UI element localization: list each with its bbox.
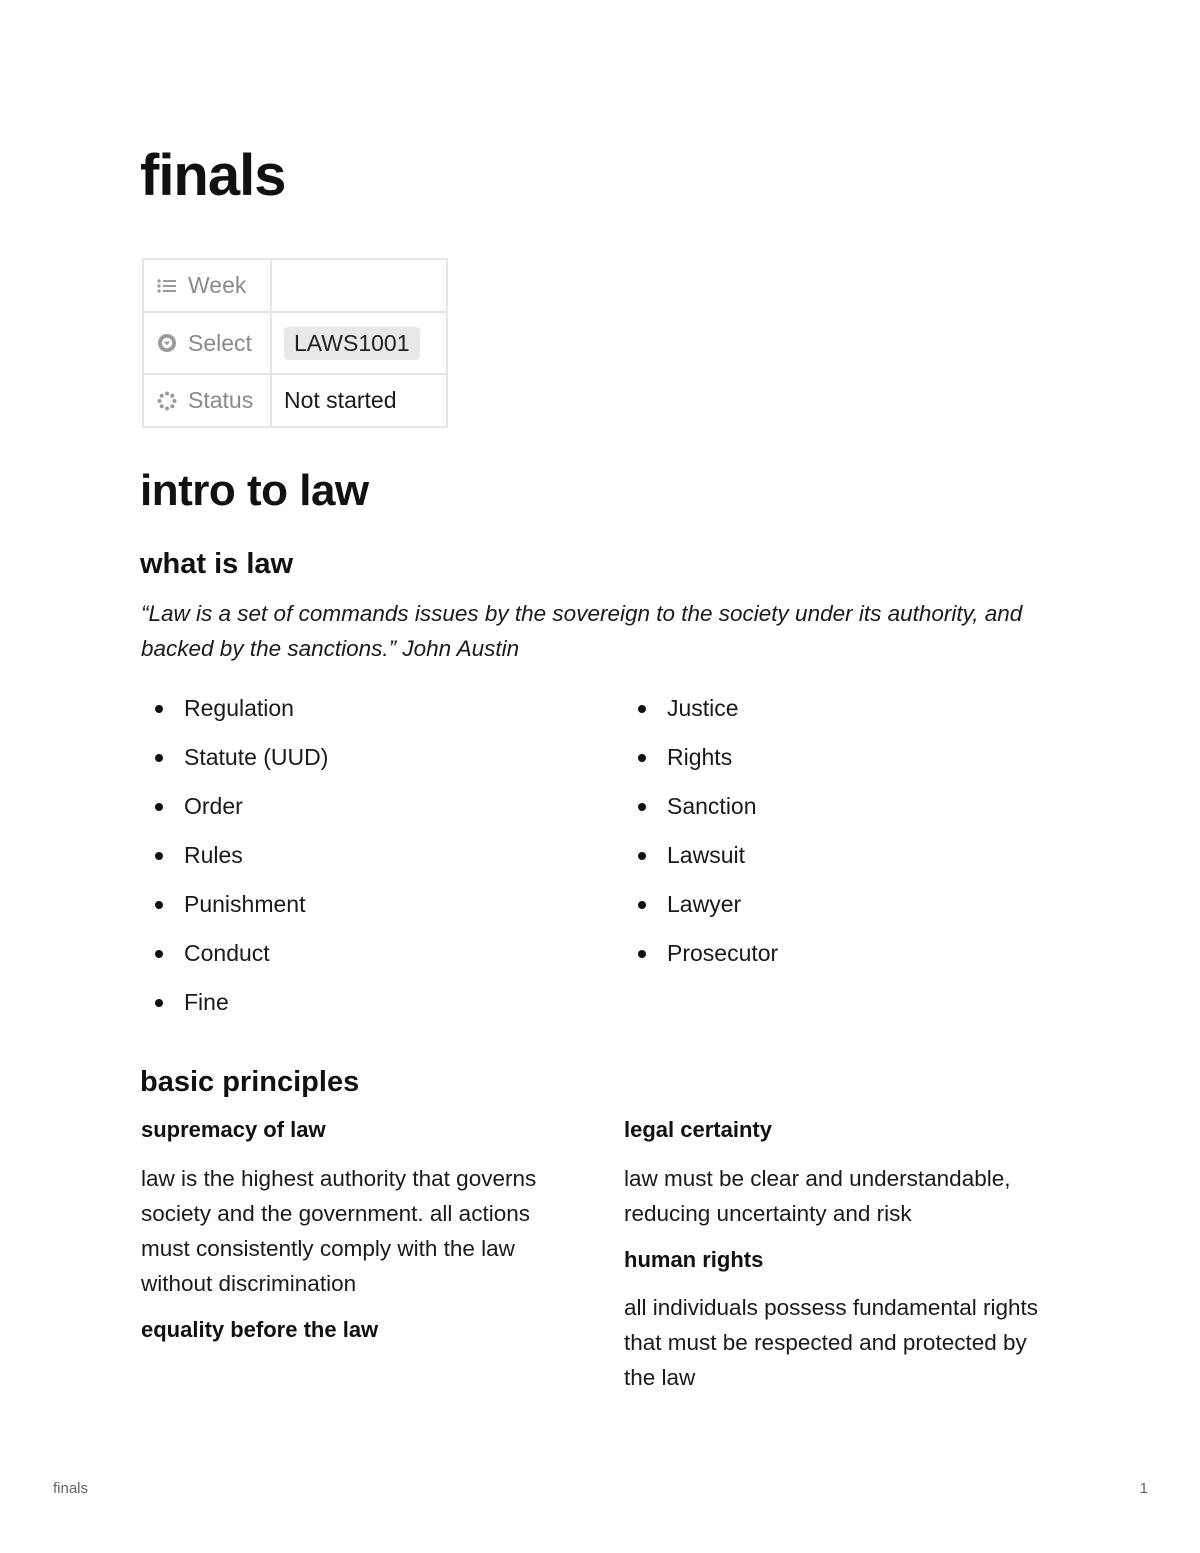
- list-item: Lawyer: [624, 888, 778, 920]
- list-icon: [156, 275, 178, 297]
- property-key-label: Select: [188, 329, 252, 356]
- list-item: Prosecutor: [624, 937, 778, 969]
- property-value-status[interactable]: Not started: [271, 374, 447, 427]
- list-item: Sanction: [624, 790, 778, 822]
- property-row-status: [143, 374, 447, 427]
- property-key-label: Week: [188, 272, 247, 298]
- property-key-status[interactable]: [143, 374, 271, 427]
- select-tag[interactable]: LAWS1001: [284, 327, 420, 360]
- list-item: Justice: [624, 692, 778, 724]
- principle-text-human-rights: all individuals possess fundamental rights that must be respected and protected by the law: [624, 1295, 1038, 1390]
- austin-quote: “Law is a set of commands issues by the sovereign to the society under its authority, and backed by the sanctions.” John Austin: [141, 601, 1023, 661]
- property-key-select[interactable]: [143, 312, 271, 374]
- list-item: Statute (UUD): [141, 741, 328, 773]
- principle-title-equality: equality before the law: [141, 1317, 379, 1342]
- list-item: Rules: [141, 839, 328, 871]
- property-value-week[interactable]: [271, 259, 447, 312]
- principle-text-supremacy: law is the highest authority that governs society and the government. all actions must consistently comply with the law without discrimination: [141, 1166, 537, 1296]
- property-key-week[interactable]: [143, 259, 271, 312]
- footer-document-title: finals: [53, 1480, 89, 1497]
- list-item: Punishment: [141, 888, 328, 920]
- footer-page-number: 1: [1139, 1480, 1148, 1497]
- subsection-heading-basic-principles: basic principles: [140, 1066, 360, 1098]
- select-icon: [156, 332, 178, 354]
- property-row-week: [143, 259, 447, 312]
- list-item: Order: [141, 790, 328, 822]
- subsection-heading-what-is-law: what is law: [140, 548, 294, 580]
- status-icon: [156, 390, 178, 412]
- list-item: Conduct: [141, 937, 328, 969]
- list-item: Fine: [141, 986, 328, 1018]
- bullet-list-right: [624, 692, 778, 986]
- principle-title-certainty: legal certainty: [624, 1117, 772, 1142]
- page-title: finals: [140, 143, 286, 208]
- bullet-list-left: [141, 692, 328, 1035]
- list-item: Rights: [624, 741, 778, 773]
- property-row-select: [143, 312, 447, 374]
- property-key-label: Status: [188, 387, 254, 413]
- section-heading-intro: intro to law: [140, 466, 369, 515]
- principle-text-certainty: law must be clear and understandable, reducing uncertainty and risk: [624, 1166, 1011, 1226]
- list-item: Regulation: [141, 692, 328, 724]
- principle-title-supremacy: supremacy of law: [141, 1117, 326, 1142]
- properties-table: [142, 258, 448, 428]
- property-value-select[interactable]: [271, 312, 447, 374]
- list-item: Lawsuit: [624, 839, 778, 871]
- principle-title-human-rights: human rights: [624, 1247, 764, 1272]
